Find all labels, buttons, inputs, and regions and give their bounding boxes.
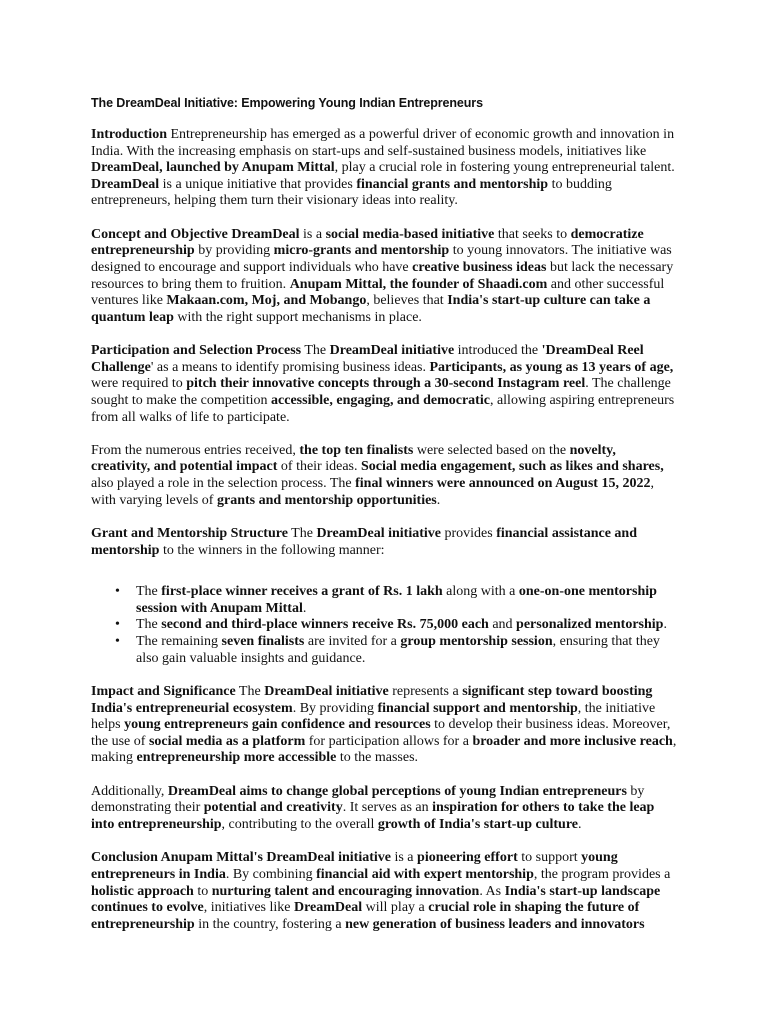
bold-text-run: first-place winner receives a grant of Rs. 1 lakh — [161, 584, 443, 600]
text-run: for participation allows for a — [305, 733, 473, 749]
bold-text-run: inspiration for others to take the leap into entrepreneurship — [91, 800, 655, 832]
bold-text-run: financial aid with expert mentorship — [316, 866, 534, 882]
bold-text-run: DreamDeal — [91, 176, 160, 192]
bold-text-run: accessible, engaging, and democratic — [271, 392, 490, 408]
bold-text-run: nurturing talent and encouraging innovation — [211, 883, 480, 899]
bullet-item — [136, 584, 677, 617]
text-run: to support — [517, 850, 582, 866]
bold-text-run: pioneering effort — [417, 850, 518, 866]
text-run: . — [663, 617, 667, 633]
bold-text-run: micro-grants and mentorship — [273, 243, 450, 259]
text-run: From the numerous entries received, — [91, 442, 300, 458]
bold-text-run: DreamDeal initiative — [264, 684, 389, 700]
text-run: that seeks to — [494, 226, 571, 242]
paragraph-participation — [91, 343, 677, 426]
text-run: in the country, fostering a — [194, 916, 346, 932]
bold-text-run: Concept and Objective DreamDeal — [91, 226, 300, 242]
bold-text-run: the top ten finalists — [299, 442, 414, 458]
paragraph-introduction — [91, 127, 677, 210]
document-title: The DreamDeal Initiative: Empowering Young Indian Entrepreneurs — [91, 96, 483, 110]
bold-text-run: growth of India's start-up culture — [377, 816, 579, 832]
bold-text-run: crucial role in shaping the future of entrepreneurship — [91, 900, 640, 932]
text-run: is a — [299, 226, 326, 242]
paragraph-grant — [91, 526, 677, 559]
text-run: with the right support mechanisms in place. — [173, 309, 422, 325]
text-run: by demonstrating their — [91, 783, 645, 816]
text-run: . It serves as an — [342, 800, 433, 816]
bold-text-run: financial assistance and mentorship — [91, 526, 638, 558]
text-run: , the program provides a — [533, 866, 671, 882]
bold-text-run: pitch their innovative concepts through a 30-second Instagram reel — [186, 376, 586, 392]
text-run: , allowing aspiring entrepreneurs from all walks of life to participate. — [91, 392, 675, 425]
text-run: . — [436, 492, 441, 508]
paragraph-additionally — [91, 784, 677, 834]
bold-text-run: one-on-one mentorship session with Anupam Mittal — [136, 584, 657, 616]
bullet-item — [136, 634, 677, 667]
bold-text-run: group mentorship session — [400, 634, 553, 650]
bold-text-run: Makaan.com, Moj, and Mobango — [166, 293, 367, 309]
bold-text-run: financial support and mentorship — [377, 700, 578, 716]
text-run: will play a — [362, 900, 429, 916]
text-run: along with a — [442, 584, 519, 600]
bold-text-run: personalized mentorship — [516, 617, 664, 633]
paragraph-impact — [91, 684, 677, 767]
bold-text-run: social media-based initiative — [325, 226, 495, 242]
text-run: . — [578, 816, 582, 832]
bold-text-run: Anupam Mittal, the founder of Shaadi.com — [289, 276, 548, 292]
bold-text-run: Grant and Mentorship Structure — [91, 526, 288, 542]
bold-text-run: second and third-place winners receive Rs. 75,000 each — [161, 617, 489, 633]
text-run: , believes that — [366, 293, 448, 309]
text-run: , ensuring that they also gain valuable insights and guidance. — [136, 634, 660, 666]
bold-text-run: broader and more inclusive reach — [472, 733, 673, 749]
text-run: . As — [479, 883, 505, 899]
text-run: . By combining — [225, 866, 317, 882]
text-run: The — [136, 584, 162, 600]
text-run: The — [287, 526, 317, 542]
text-run: , initiatives like — [203, 900, 294, 916]
text-run: . — [302, 600, 307, 616]
bold-text-run: Participation and Selection Process — [91, 343, 302, 359]
bold-text-run: financial grants and mentorship — [356, 176, 549, 192]
bold-text-run: India's start-up culture can take a quantum leap — [91, 293, 651, 325]
bold-text-run: Impact and Significance — [91, 684, 236, 700]
paragraph-conclusion — [91, 850, 677, 933]
text-run: were selected based on the — [413, 442, 570, 458]
bold-text-run: DreamDeal initiative — [329, 343, 455, 359]
document-page — [91, 95, 677, 950]
bold-text-run: DreamDeal initiative — [316, 526, 441, 542]
bold-text-run: final winners were announced on August 15, 2022 — [355, 476, 651, 492]
bold-text-run: democratize entrepreneurship — [91, 226, 644, 259]
bold-text-run: young entrepreneurs in India — [91, 850, 618, 882]
text-run: The — [301, 343, 330, 359]
bold-text-run: social media as a platform — [148, 733, 306, 749]
text-run: introduced the — [454, 343, 542, 359]
text-run: . By providing — [292, 700, 378, 716]
grant-bullet-list — [91, 584, 677, 667]
bold-text-run: new generation of business leaders and innovators — [345, 916, 645, 932]
bold-text-run: Participants, as young as 13 years of age, — [429, 359, 674, 375]
text-run: is a — [390, 850, 418, 866]
bold-text-run: potential and creativity — [203, 800, 343, 816]
bold-text-run: DreamDeal, launched by Anupam Mittal — [91, 160, 335, 176]
text-run: provides — [440, 526, 497, 542]
text-run: and — [488, 617, 517, 633]
paragraph-concept — [91, 227, 677, 327]
text-run: to budding entrepreneurs, helping them turn their visionary ideas into reality. — [91, 176, 612, 209]
bold-text-run: significant step toward boosting India's entrepreneurial ecosystem — [91, 684, 653, 716]
bold-text-run: grants and mentorship opportunities — [216, 492, 437, 508]
bullet-item — [136, 617, 677, 634]
bold-text-run: Conclusion Anupam Mittal's DreamDeal initiative — [91, 850, 391, 866]
text-run: to the winners in the following manner: — [159, 542, 385, 558]
text-run: are invited for a — [304, 634, 401, 650]
text-run: represents a — [388, 684, 463, 700]
text-run: to the masses. — [336, 750, 419, 766]
text-run: . The challenge sought to make the competition — [91, 376, 671, 408]
text-run: , play a crucial role in fostering young entrepreneurial talent. — [334, 160, 675, 176]
paragraphs-before-list — [91, 127, 677, 559]
text-run: , making — [91, 733, 677, 766]
text-run: and other successful ventures like — [91, 276, 665, 309]
text-run: ' as a means to identify promising business ideas. — [150, 359, 430, 375]
text-run: The — [235, 684, 265, 700]
text-run: by providing — [194, 243, 274, 259]
bold-text-run: DreamDeal — [293, 900, 363, 916]
bold-text-run: India's start-up landscape continues to evolve — [91, 883, 661, 916]
text-run: were required to — [91, 376, 187, 392]
text-run: Additionally, — [91, 783, 168, 799]
text-run: The remaining — [136, 634, 222, 650]
paragraphs-after-list — [91, 684, 677, 933]
bold-text-run: holistic approach — [91, 883, 194, 899]
bold-text-run: creative business ideas — [412, 259, 547, 275]
text-run: The — [136, 617, 162, 633]
text-run: of their ideas. — [277, 459, 361, 475]
text-run: , the initiative helps — [91, 700, 656, 733]
bold-text-run: Introduction — [91, 127, 167, 142]
bold-text-run: young entrepreneurs gain confidence and resources — [124, 717, 431, 733]
bold-text-run: DreamDeal aims to change global perceptions of young Indian entrepreneurs — [167, 783, 627, 799]
text-run: to — [193, 883, 212, 899]
bold-text-run: novelty, creativity, and potential impact — [91, 442, 616, 475]
paragraph-selection — [91, 443, 677, 509]
text-run: but lack the necessary resources to bring them to fruition. — [91, 259, 674, 292]
text-run: , with varying levels of — [91, 476, 654, 508]
bold-text-run: 'DreamDeal Reel Challenge — [91, 343, 644, 375]
bold-text-run: Social media engagement, such as likes and shares, — [361, 459, 664, 475]
text-run: Entrepreneurship has emerged as a powerful driver of economic growth and innovation in India. With the increasing emphasis on start-ups and self-sustained business models, initiatives like — [91, 127, 675, 159]
text-run: , contributing to the overall — [221, 816, 378, 832]
text-run: also played a role in the selection process. The — [91, 476, 356, 492]
bold-text-run: seven finalists — [221, 634, 305, 650]
text-run: to develop their business ideas. Moreover, the use of — [91, 717, 671, 749]
text-run: to young innovators. The initiative was designed to encourage and support individuals who have — [91, 243, 672, 275]
bold-text-run: entrepreneurship more accessible — [136, 750, 337, 766]
text-run: is a unique initiative that provides — [159, 176, 357, 192]
